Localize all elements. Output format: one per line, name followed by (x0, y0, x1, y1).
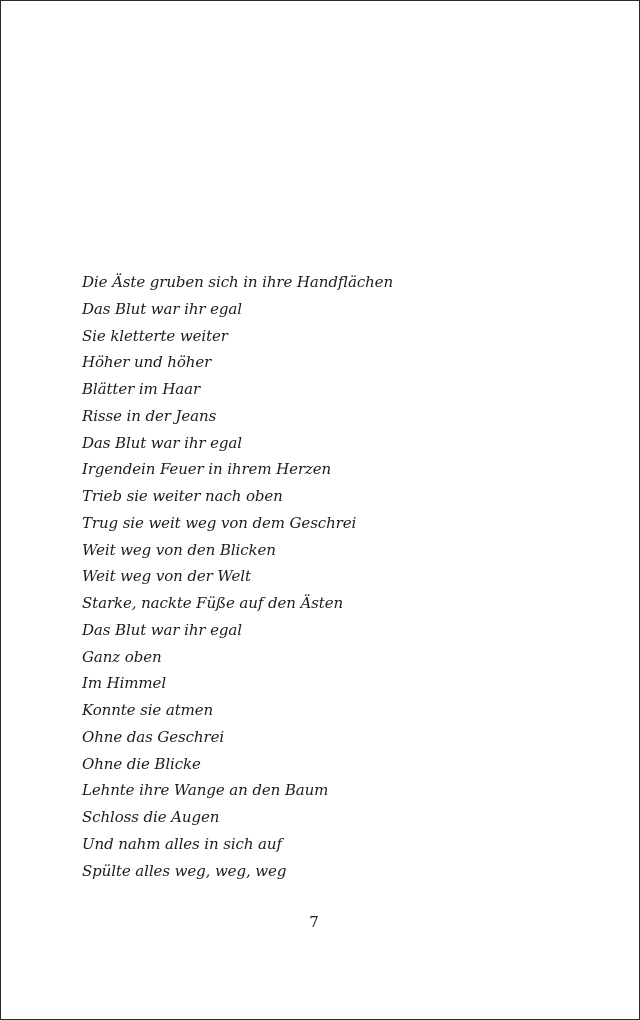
poem-line: Irgendein Feuer in ihrem Herzen (82, 460, 332, 479)
poem-line: Ohne das Geschrei (82, 727, 225, 746)
poem-line: Im Himmel (82, 674, 167, 693)
poem-line: Sie kletterte weiter (82, 326, 228, 345)
poem-line: Blätter im Haar (82, 380, 201, 398)
poem-line: Das Blut war ihr egal (82, 299, 242, 318)
poem-line: Das Blut war ihr egal (82, 433, 242, 452)
poem-line: Trug sie weit weg von dem Geschrei (82, 513, 357, 532)
poem-line: Spülte alles weg, weg, weg (82, 861, 287, 880)
poem-line: Trieb sie weiter nach oben (82, 487, 283, 505)
poem-line: Risse in der Jeans (82, 406, 217, 425)
poem-line: Lehnte ihre Wange an den Baum (82, 781, 329, 800)
page-number: 7 (309, 913, 319, 931)
poem-line: Weit weg von den Blicken (82, 540, 276, 559)
poem-line: Ohne die Blicke (82, 754, 201, 773)
poem-line: Die Äste gruben sich in ihre Handflächen (82, 273, 394, 291)
poem-line: Weit weg von der Welt (82, 567, 251, 586)
poem-line: Höher und höher (82, 353, 212, 372)
poem-line: Ganz oben (82, 647, 162, 666)
poem-line: Das Blut war ihr egal (82, 620, 242, 639)
poem-line: Schloss die Augen (82, 808, 220, 826)
poem-line: Konnte sie atmen (82, 701, 214, 719)
poem-line: Und nahm alles in sich auf (82, 834, 282, 853)
poem-text (82, 269, 393, 884)
poem-line: Starke, nackte Füße auf den Ästen (82, 594, 344, 612)
